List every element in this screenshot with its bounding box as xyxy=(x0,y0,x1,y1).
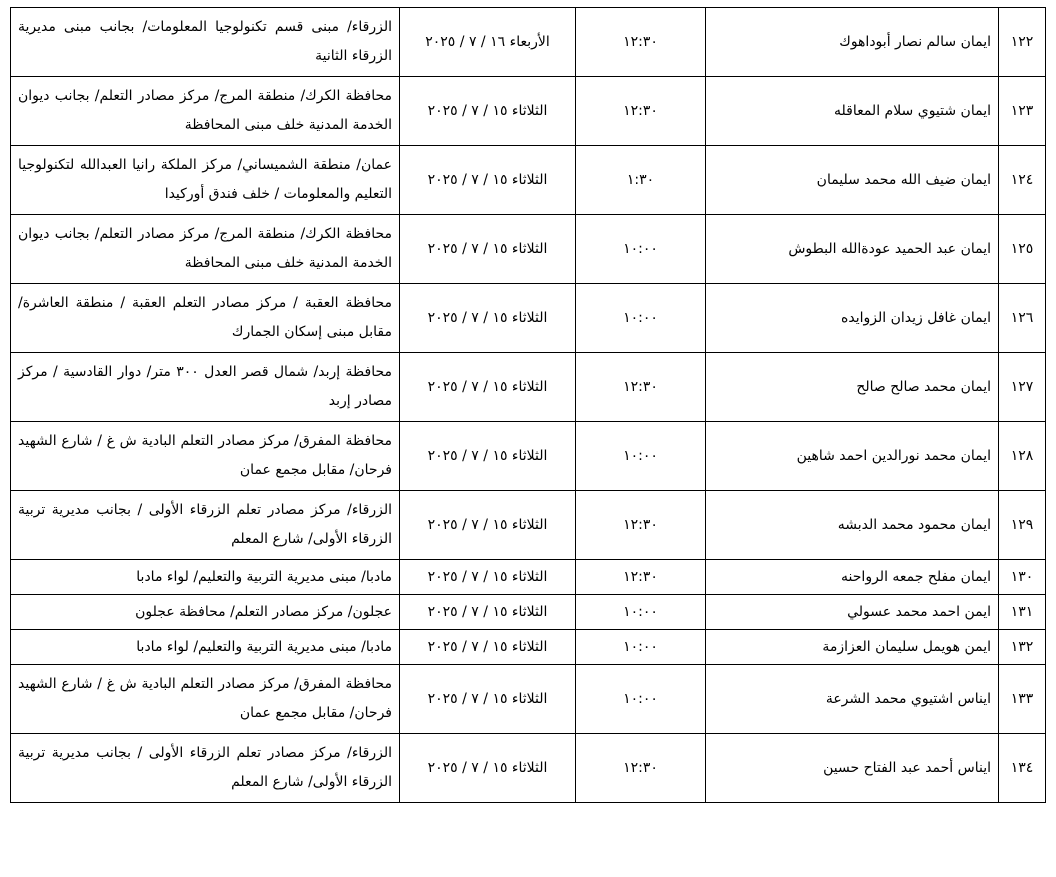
row-number: ١٣٢ xyxy=(999,630,1046,665)
table-row xyxy=(11,560,1046,595)
schedule-table xyxy=(10,7,1046,803)
exam-time: ١٠:٠٠ xyxy=(576,284,706,353)
exam-date: الثلاثاء ١٥ / ٧ / ٢٠٢٥ xyxy=(400,284,576,353)
exam-location: عجلون/ مركز مصادر التعلم/ محافظة عجلون xyxy=(11,595,400,630)
row-number: ١٢٨ xyxy=(999,422,1046,491)
row-number: ١٣٤ xyxy=(999,734,1046,803)
table-row xyxy=(11,8,1046,77)
exam-time: ١٠:٠٠ xyxy=(576,422,706,491)
exam-location: محافظة المفرق/ مركز مصادر التعلم البادية ش غ / شارع الشهيد فرحان/ مقابل مجمع عمان xyxy=(11,422,400,491)
row-number: ١٢٥ xyxy=(999,215,1046,284)
table-row xyxy=(11,77,1046,146)
exam-location: محافظة إربد/ شمال قصر العدل ٣٠٠ متر/ دوار القادسية / مركز مصادر إربد xyxy=(11,353,400,422)
exam-location: مادبا/ مبنى مديرية التربية والتعليم/ لواء مادبا xyxy=(11,630,400,665)
exam-time: ١٠:٠٠ xyxy=(576,630,706,665)
row-number: ١٢٢ xyxy=(999,8,1046,77)
exam-date: الثلاثاء ١٥ / ٧ / ٢٠٢٥ xyxy=(400,77,576,146)
table-row xyxy=(11,630,1046,665)
person-name: ايمان ضيف الله محمد سليمان xyxy=(706,146,999,215)
exam-date: الثلاثاء ١٥ / ٧ / ٢٠٢٥ xyxy=(400,665,576,734)
table-row xyxy=(11,665,1046,734)
exam-location: مادبا/ مبنى مديرية التربية والتعليم/ لواء مادبا xyxy=(11,560,400,595)
row-number: ١٢٤ xyxy=(999,146,1046,215)
person-name: ايمان غافل زيدان الزوايده xyxy=(706,284,999,353)
exam-time: ١٠:٠٠ xyxy=(576,595,706,630)
exam-date: الثلاثاء ١٥ / ٧ / ٢٠٢٥ xyxy=(400,146,576,215)
exam-location: محافظة العقبة / مركز مصادر التعلم العقبة / منطقة العاشرة/ مقابل مبنى إسكان الجمارك xyxy=(11,284,400,353)
exam-date: الثلاثاء ١٥ / ٧ / ٢٠٢٥ xyxy=(400,595,576,630)
person-name: ايمن هويمل سليمان العزازمة xyxy=(706,630,999,665)
table-row xyxy=(11,215,1046,284)
exam-date: الأربعاء ١٦ / ٧ / ٢٠٢٥ xyxy=(400,8,576,77)
row-number: ١٢٧ xyxy=(999,353,1046,422)
person-name: ايمان محمد صالح صالح xyxy=(706,353,999,422)
person-name: ايناس أحمد عبد الفتاح حسين xyxy=(706,734,999,803)
exam-time: ١٠:٠٠ xyxy=(576,215,706,284)
exam-time: ١٢:٣٠ xyxy=(576,8,706,77)
person-name: ايمن احمد محمد عسولي xyxy=(706,595,999,630)
exam-date: الثلاثاء ١٥ / ٧ / ٢٠٢٥ xyxy=(400,734,576,803)
exam-date: الثلاثاء ١٥ / ٧ / ٢٠٢٥ xyxy=(400,560,576,595)
exam-location: محافظة المفرق/ مركز مصادر التعلم البادية ش غ / شارع الشهيد فرحان/ مقابل مجمع عمان xyxy=(11,665,400,734)
person-name: ايمان شتيوي سلام المعاقله xyxy=(706,77,999,146)
exam-time: ١٢:٣٠ xyxy=(576,77,706,146)
exam-location: محافظة الكرك/ منطقة المرج/ مركز مصادر التعلم/ بجانب ديوان الخدمة المدنية خلف مبنى المحافظة xyxy=(11,77,400,146)
row-number: ١٣٠ xyxy=(999,560,1046,595)
row-number: ١٢٩ xyxy=(999,491,1046,560)
exam-time: ١٢:٣٠ xyxy=(576,734,706,803)
exam-time: ١٠:٠٠ xyxy=(576,665,706,734)
exam-location: الزرقاء/ مركز مصادر تعلم الزرقاء الأولى / بجانب مديرية تربية الزرقاء الأولى/ شارع المعلم xyxy=(11,734,400,803)
table-row xyxy=(11,284,1046,353)
exam-time: ١٢:٣٠ xyxy=(576,560,706,595)
table-row xyxy=(11,422,1046,491)
exam-date: الثلاثاء ١٥ / ٧ / ٢٠٢٥ xyxy=(400,353,576,422)
table-row xyxy=(11,595,1046,630)
row-number: ١٢٣ xyxy=(999,77,1046,146)
exam-date: الثلاثاء ١٥ / ٧ / ٢٠٢٥ xyxy=(400,215,576,284)
exam-location: الزرقاء/ مبنى قسم تكنولوجيا المعلومات/ بجانب مبنى مديرية الزرقاء الثانية xyxy=(11,8,400,77)
table-row xyxy=(11,734,1046,803)
exam-location: محافظة الكرك/ منطقة المرج/ مركز مصادر التعلم/ بجانب ديوان الخدمة المدنية خلف مبنى المحافظة xyxy=(11,215,400,284)
exam-time: ١:٣٠ xyxy=(576,146,706,215)
person-name: ايناس اشتيوي محمد الشرعة xyxy=(706,665,999,734)
table-row xyxy=(11,146,1046,215)
row-number: ١٣٣ xyxy=(999,665,1046,734)
person-name: ايمان سالم نصار أبوداهوك xyxy=(706,8,999,77)
person-name: ايمان عبد الحميد عودةالله البطوش xyxy=(706,215,999,284)
exam-location: الزرقاء/ مركز مصادر تعلم الزرقاء الأولى / بجانب مديرية تربية الزرقاء الأولى/ شارع المعلم xyxy=(11,491,400,560)
exam-date: الثلاثاء ١٥ / ٧ / ٢٠٢٥ xyxy=(400,491,576,560)
exam-location: عمان/ منطقة الشميساني/ مركز الملكة رانيا العبدالله لتكنولوجيا التعليم والمعلومات / خلف فندق أوركيدا xyxy=(11,146,400,215)
exam-date: الثلاثاء ١٥ / ٧ / ٢٠٢٥ xyxy=(400,630,576,665)
exam-time: ١٢:٣٠ xyxy=(576,353,706,422)
person-name: ايمان محمود محمد الدبشه xyxy=(706,491,999,560)
table-row xyxy=(11,491,1046,560)
exam-time: ١٢:٣٠ xyxy=(576,491,706,560)
table-row xyxy=(11,353,1046,422)
exam-date: الثلاثاء ١٥ / ٧ / ٢٠٢٥ xyxy=(400,422,576,491)
person-name: ايمان مفلح جمعه الرواحنه xyxy=(706,560,999,595)
row-number: ١٢٦ xyxy=(999,284,1046,353)
row-number: ١٣١ xyxy=(999,595,1046,630)
person-name: ايمان محمد نورالدين احمد شاهين xyxy=(706,422,999,491)
